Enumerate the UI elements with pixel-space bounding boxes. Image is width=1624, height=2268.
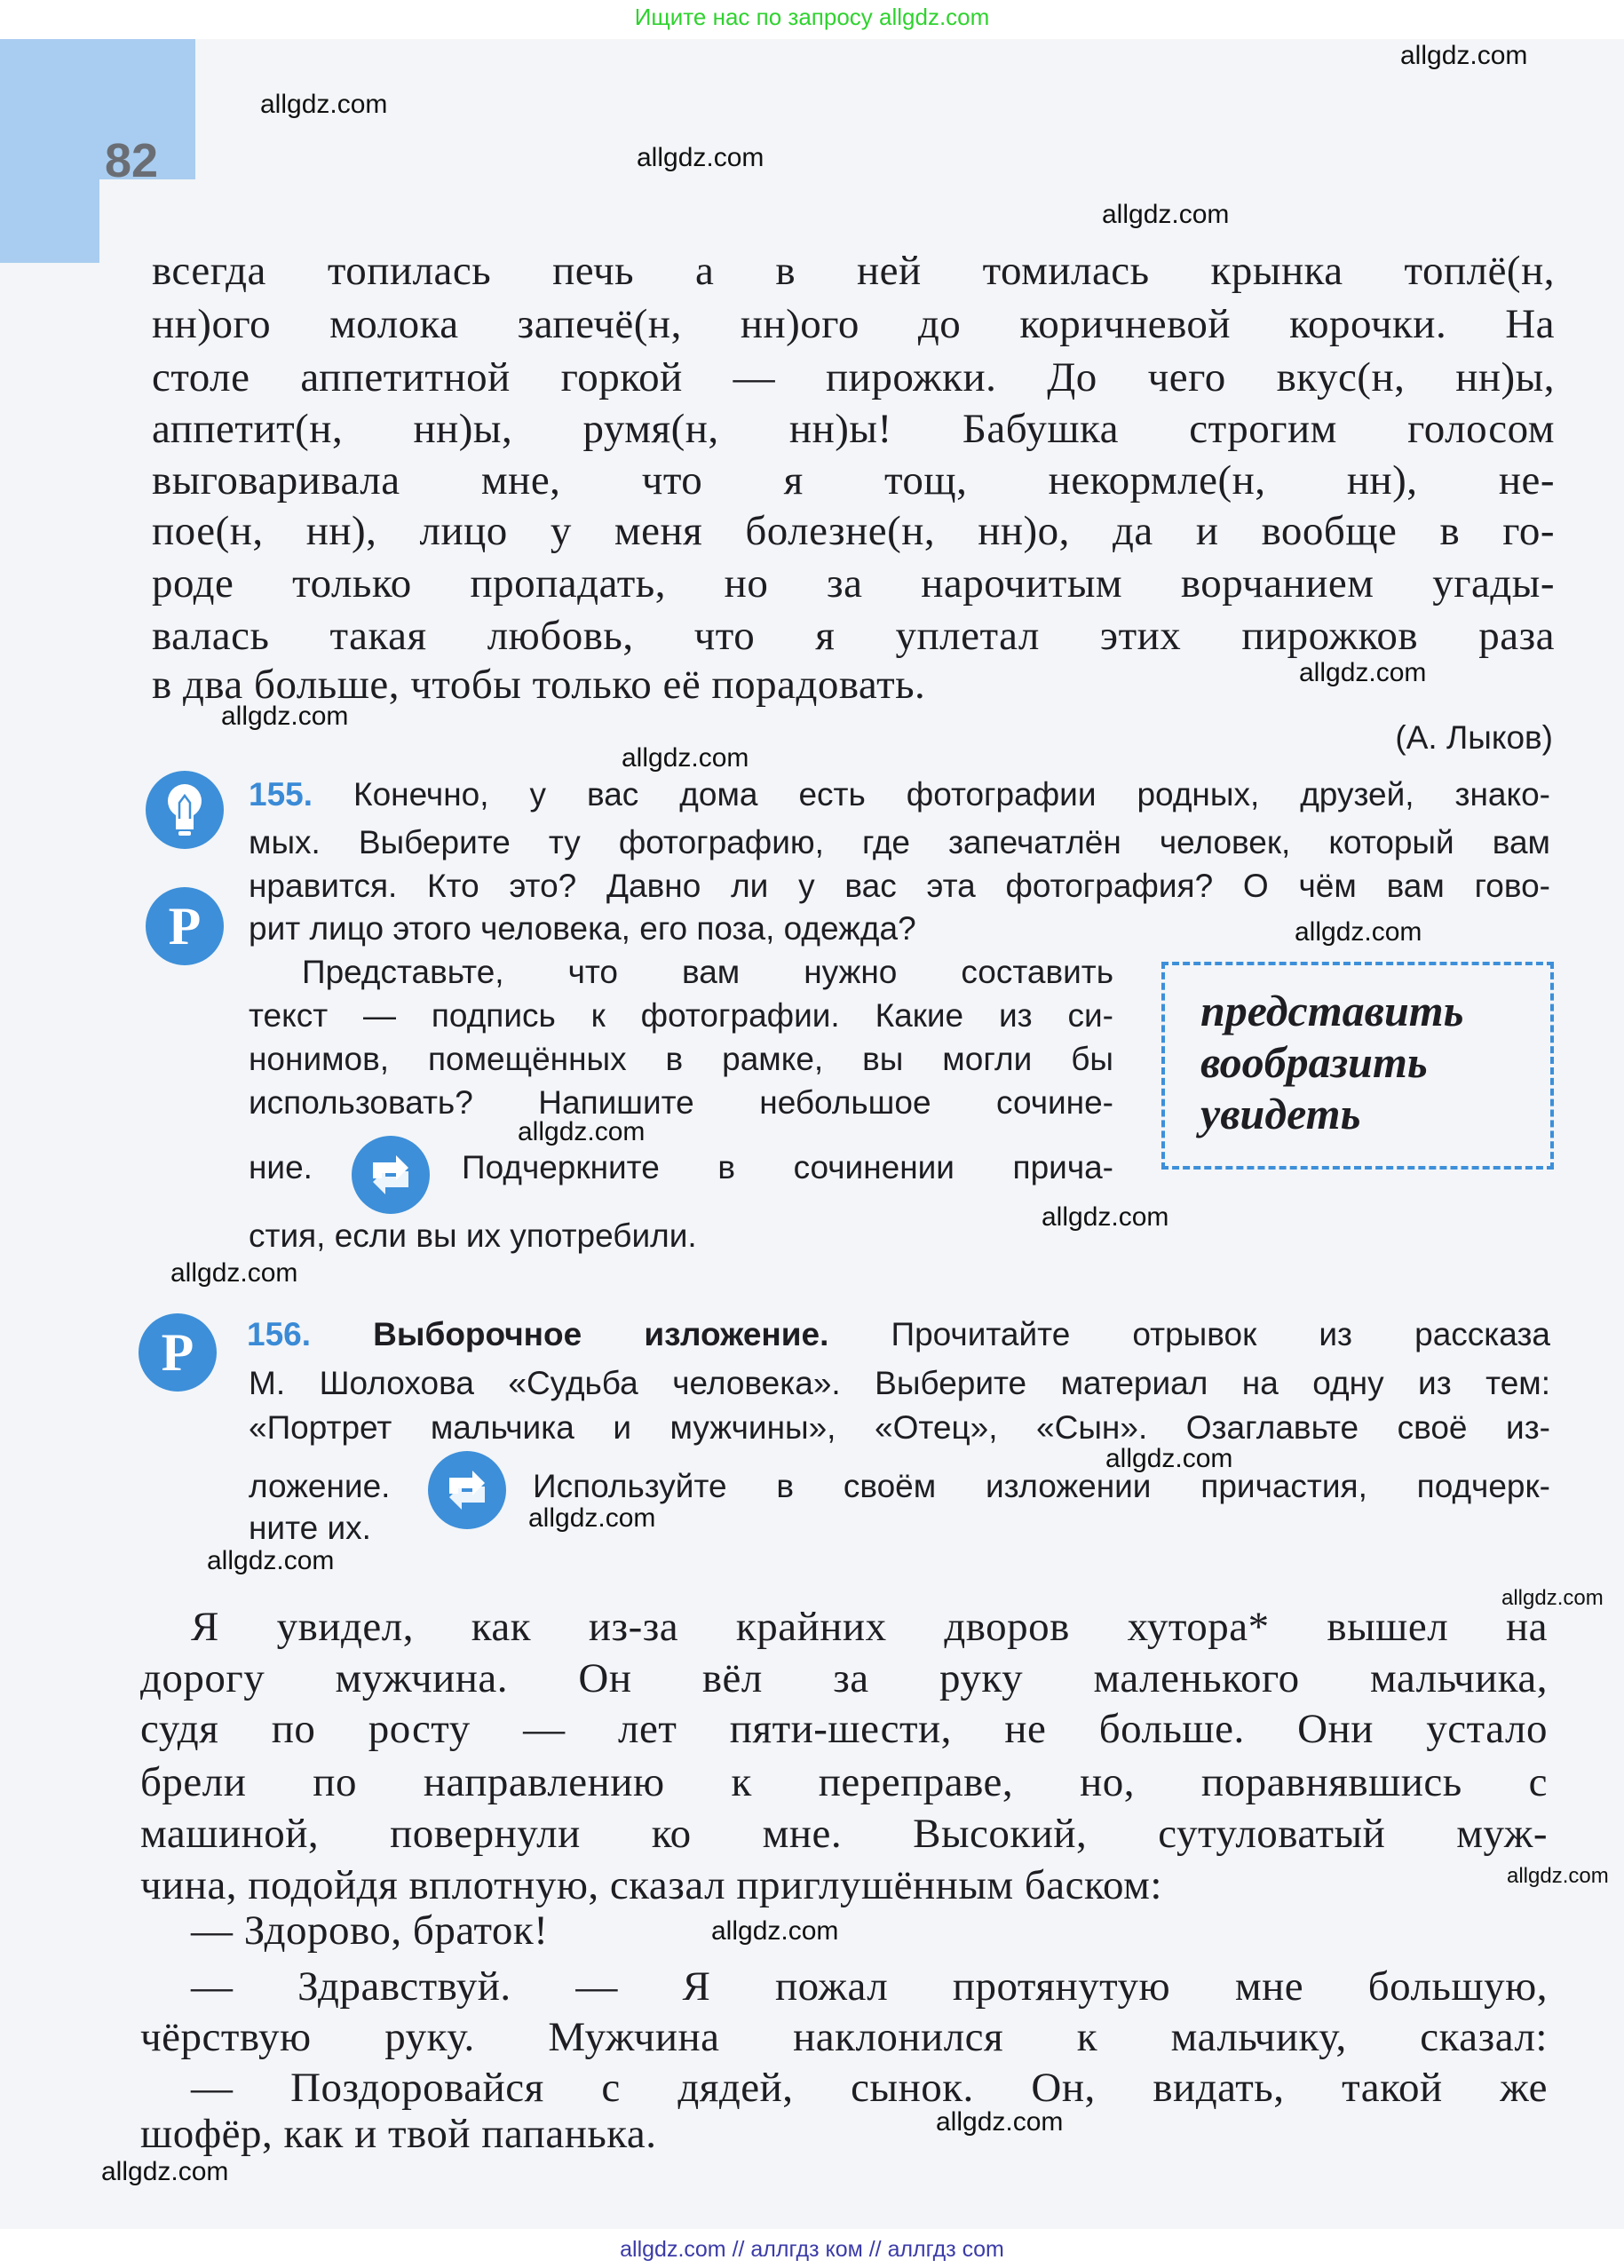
passage1-line: всегда топилась печь а в ней томилась крынка топлё(н, bbox=[152, 248, 1555, 294]
watermark: allgdz.com bbox=[518, 1117, 646, 1146]
p-icon: P bbox=[139, 1313, 217, 1392]
passage2-line: дорогу мужчина. Он вёл за руку маленького мальчика, bbox=[140, 1655, 1548, 1701]
author-credit: (А. Лыков) bbox=[1395, 719, 1553, 756]
passage2-line: — Поздоровайся с дядей, сынок. Он, видать, такой же bbox=[191, 2065, 1548, 2111]
ex155-line: ние. bbox=[249, 1149, 313, 1186]
watermark: allgdz.com bbox=[1295, 917, 1422, 947]
ex155-line: Представьте, что вам нужно составить bbox=[302, 954, 1113, 990]
passage2-line: чёрствую руку. Мужчина наклонился к мальчику, сказал: bbox=[140, 2014, 1548, 2060]
passage1-line: валась такая любовь, что я уплетал этих пирожков раза bbox=[152, 613, 1555, 659]
ex156-line: Используйте в своём изложении причастия, подчерк- bbox=[533, 1468, 1550, 1504]
watermark: allgdz.com bbox=[207, 1546, 335, 1575]
synonym-word: увидеть bbox=[1200, 1089, 1361, 1138]
ex155-line: нравится. Кто это? Давно ли у вас эта фотография? О чём вам гово- bbox=[249, 868, 1550, 904]
watermark: allgdz.com bbox=[1400, 41, 1528, 70]
lightbulb-icon bbox=[146, 771, 224, 849]
watermark: allgdz.com bbox=[528, 1503, 656, 1533]
passage1-line: в два больше, чтобы только её порадовать. bbox=[152, 662, 926, 708]
page-number: 82 bbox=[105, 134, 159, 187]
ex155-line: мых. Выберите ту фотографию, где запечатлён человек, который вам bbox=[249, 824, 1550, 860]
watermark: allgdz.com bbox=[221, 702, 349, 731]
exercise-number: 156. bbox=[247, 1316, 312, 1352]
passage1-line: выговаривала мне, что я тощ, некормле(н, нн), не- bbox=[152, 457, 1555, 504]
ex155-line: использовать? Напишите небольшое сочине- bbox=[249, 1084, 1113, 1121]
passage1-line: пое(н, нн), лицо у меня болезне(н, нн)о, да и вообще в го- bbox=[152, 508, 1555, 554]
passage2-line: брели по направлению к переправе, но, поравнявшись с bbox=[140, 1759, 1548, 1805]
exercise-number: 155. bbox=[249, 776, 313, 813]
ex156-text: Прочитайте отрывок из рассказа bbox=[891, 1316, 1550, 1352]
ex155-line: стия, если вы их употребили. bbox=[249, 1217, 697, 1254]
watermark: allgdz.com bbox=[1501, 1586, 1604, 1610]
watermark: allgdz.com bbox=[1102, 200, 1230, 229]
ex156-line: ните их. bbox=[249, 1510, 371, 1546]
ex155-text: Конечно, у вас дома есть фотографии родных, друзей, знако- bbox=[353, 776, 1551, 813]
bottom-banner-link[interactable]: allgdz.com // аллгдз ком // аллгдз com bbox=[620, 2237, 1004, 2262]
watermark: allgdz.com bbox=[711, 1916, 839, 1946]
page-corner-tab-lower bbox=[0, 178, 99, 263]
watermark: allgdz.com bbox=[1299, 658, 1427, 687]
passage2-line: — Здравствуй. — Я пожал протянутую мне большую, bbox=[191, 1963, 1548, 2010]
passage1-line: столе аппетитной горкой — пирожки. До чего вкус(н, нн)ы, bbox=[152, 354, 1555, 400]
ex156-line bbox=[247, 1318, 1550, 1351]
passage2-line: Я увидел, как из-за крайних дворов хутора* вышел на bbox=[191, 1604, 1548, 1650]
synonyms-box bbox=[1161, 962, 1554, 1170]
passage1-line: аппетит(н, нн)ы, румя(н, нн)ы! Бабушка строгим голосом bbox=[152, 406, 1555, 452]
passage1-line: нн)ого молока запечё(н, нн)ого до коричневой корочки. На bbox=[152, 301, 1555, 347]
ex156-line: М. Шолохова «Судьба человека». Выберите материал на одну из тем: bbox=[249, 1365, 1550, 1401]
passage2-line: шофёр, как и твой папанька. bbox=[140, 2111, 657, 2157]
ex156-line: «Портрет мальчика и мужчины», «Отец», «Сын». Озаглавьте своё из- bbox=[249, 1409, 1550, 1446]
top-banner-link[interactable]: Ищите нас по запросу allgdz.com bbox=[634, 4, 990, 30]
watermark: allgdz.com bbox=[622, 743, 749, 773]
ex155-line: Подчеркните в сочинении прича- bbox=[462, 1149, 1113, 1186]
watermark: allgdz.com bbox=[637, 143, 764, 172]
ex155-line: рит лицо этого человека, его поза, одежда? bbox=[249, 910, 916, 947]
synonym-word: представить bbox=[1200, 986, 1464, 1035]
passage1-line: роде только пропадать, но за нарочитым ворчанием угады- bbox=[152, 560, 1555, 607]
p-icon: P bbox=[146, 887, 224, 965]
watermark: allgdz.com bbox=[101, 2157, 229, 2186]
ex155-line: нонимов, помещённых в рамке, вы могли бы bbox=[249, 1041, 1113, 1077]
ex156-line: ложение. bbox=[249, 1468, 391, 1504]
rotate-icon bbox=[352, 1136, 430, 1214]
watermark: allgdz.com bbox=[1105, 1444, 1233, 1473]
watermark: allgdz.com bbox=[936, 2107, 1064, 2137]
passage2-line: чина, подойдя вплотную, сказал приглушённым баском: bbox=[140, 1862, 1162, 1908]
ex155-line: текст — подпись к фотографии. Какие из си- bbox=[249, 997, 1113, 1034]
passage2-line: машиной, повернули ко мне. Высокий, сутуловатый муж- bbox=[140, 1811, 1548, 1857]
watermark: allgdz.com bbox=[1042, 1202, 1169, 1232]
watermark: allgdz.com bbox=[1507, 1864, 1609, 1888]
watermark: allgdz.com bbox=[260, 90, 388, 119]
page-corner-tab bbox=[0, 39, 195, 179]
passage2-line: судя по росту — лет пяти-шести, не больше. Они устало bbox=[140, 1706, 1548, 1752]
passage2-line: — Здорово, браток! bbox=[191, 1907, 549, 1954]
synonym-word: вообразить bbox=[1200, 1037, 1428, 1087]
exercise-title: Выборочное изложение. bbox=[373, 1316, 829, 1352]
watermark: allgdz.com bbox=[170, 1258, 298, 1288]
ex155-line bbox=[249, 778, 1550, 811]
